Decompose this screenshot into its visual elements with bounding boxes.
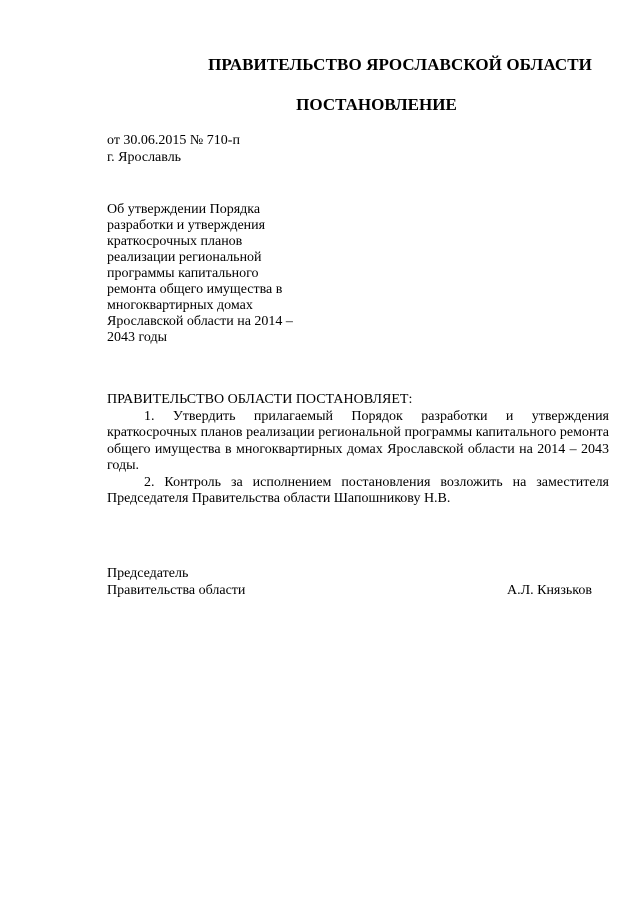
signature-block xyxy=(107,566,592,599)
signatory-name: А.Л. Князьков xyxy=(507,582,592,598)
subject-line: многоквартирных домах xyxy=(107,298,253,313)
government-title: ПРАВИТЕЛЬСТВО ЯРОСЛАВСКОЙ ОБЛАСТИ xyxy=(208,55,592,74)
decree-heading: ПРАВИТЕЛЬСТВО ОБЛАСТИ ПОСТАНОВЛЯЕТ: xyxy=(107,392,413,407)
city: г. Ярославль xyxy=(107,149,182,165)
decree-paragraph-2: 2. Контроль за исполнением постановления возложить на заместителя Председателя Правительства области Шапошникову Н.В. xyxy=(107,474,609,506)
signature-position-line1: Председатель xyxy=(107,566,189,581)
decree-paragraph-1: 1. Утвердить прилагаемый Порядок разработки и утверждения краткосрочных планов реализации региональной программы капитального ремонта общего имущества в многоквартирных домах Ярославской области на 2014 – 2043 годы. xyxy=(107,408,609,473)
document-meta xyxy=(107,133,240,166)
subject-line: разработки и утверждения xyxy=(107,218,266,233)
subject-line: ремонта общего имущества в xyxy=(107,282,283,297)
subject-line: программы капитального xyxy=(107,266,259,281)
subject-line: 2043 годы xyxy=(107,330,168,345)
subject-line: Об утверждении Порядка xyxy=(107,202,261,217)
date-number: от 30.06.2015 № 710-п xyxy=(107,133,240,148)
decree-body xyxy=(107,392,609,508)
subject-line: краткосрочных планов xyxy=(107,234,243,249)
subject-line: Ярославской области на 2014 – xyxy=(107,314,293,329)
document-type-heading: ПОСТАНОВЛЕНИЕ xyxy=(296,95,457,114)
document-subject xyxy=(107,202,322,346)
subject-line: реализации региональной xyxy=(107,250,262,265)
signature-position-line2: Правительства области xyxy=(107,582,246,598)
signature-row xyxy=(107,583,592,600)
